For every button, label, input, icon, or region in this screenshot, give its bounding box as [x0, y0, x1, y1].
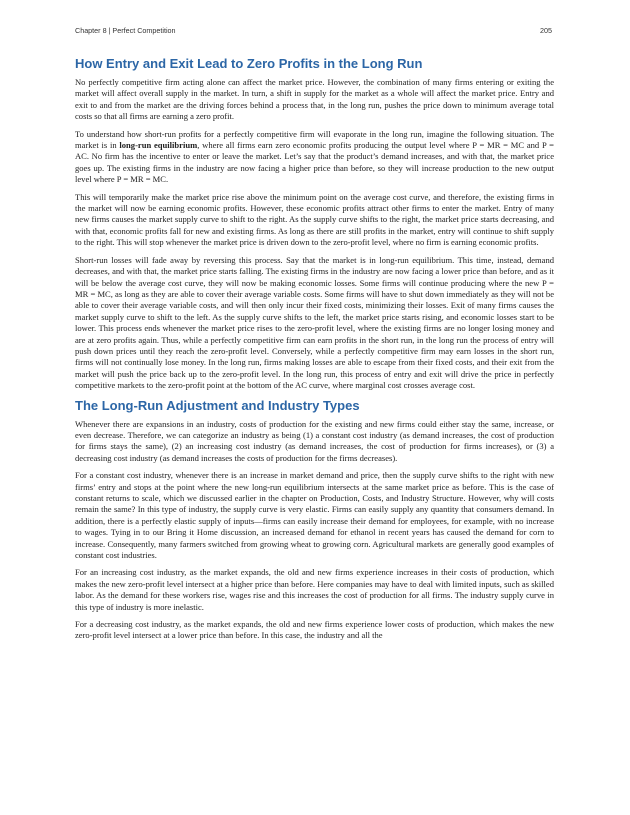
page-number: 205: [540, 26, 552, 35]
paragraph: Short-run losses will fade away by reversing this process. Say that the market is in long-run equilibrium. This time, instead, demand decreases, and with that, the market price starts falling. The existing firms in the industry are now facing a lower price than before, and as it will be below the average cost curve, they will now be making economic losses. Some firms will continue producing where the new P = MR = MC, as long as they are able to cover their average variable costs. Some firms will have to shut down immediately as they will not be able to cover their average variable costs, and will then only incur their fixed costs, minimizing their losses. Exit of many firms causes the market supply curve to shift to the left. As the supply curve shifts to the left, the market price starts rising, and economic losses start to be lower. This process ends whenever the market price rises to the zero-profit level, where the existing firms are no longer losing money and are at zero profits again. Thus, while a perfectly competitive firm can earn profits in the short run, in the long run the process of entry will push down prices until they reach the zero-profit level. Conversely, while a perfectly competitive firm may earn losses in the short run, firms will not continually lose money. In the long run, firms making losses are able to escape from their fixed costs, and their exit from the market will push the price back up to the zero-profit level. In the long run, this process of entry and exit will drive the price in perfectly competitive markets to the zero-profit point at the bottom of the AC curve, where marginal cost crosses average cost.: [75, 254, 554, 391]
paragraph: For a constant cost industry, whenever there is an increase in market demand and price, then the supply curve shifts to the right with new firms’ entry and stops at the point where the new long-run equilibrium intersects at the same market price as before. This is the case of constant returns to scale, which we discussed earlier in the chapter on Production, Costs, and Industry Structure. However, why will costs remain the same? In this type of industry, the supply curve is very elastic. Firms can easily supply any quantity that consumers demand. In addition, there is a perfectly elastic supply of inputs—firms can easily increase their demand for employees, for example, with no increase to wages. Tying in to our Bring it Home discussion, an increased demand for ethanol in recent years has caused the demand for corn to increase. Consequently, many farmers switched from growing wheat to growing corn. Agricultural markets are generally good examples of constant cost industries.: [75, 470, 554, 561]
section-heading-industry-types: The Long-Run Adjustment and Industry Types: [75, 397, 360, 413]
paragraph: For a decreasing cost industry, as the market expands, the old and new firms experience lower costs of production, which makes the new zero-profit level intersect at a lower price than before. In this case, the industry and all the: [75, 619, 554, 641]
main-content: [75, 56, 554, 648]
paragraph: Whenever there are expansions in an industry, costs of production for the existing and new firms could either stay the same, increase, or even decrease. Therefore, we can categorize an industry as being (1) a constant cost industry (as demand increases, the cost of production for firms stays the same), (2) an increasing cost industry (as demand increases, the cost of production for firms increases), or (3) a decreasing cost industry (as demand increases the costs of production for the firms decreases).: [75, 418, 554, 463]
running-header: [75, 26, 552, 38]
key-term-long-run-equilibrium: long-run equilibrium: [119, 140, 198, 151]
section-heading-entry-exit: How Entry and Exit Lead to Zero Profits in the Long Run: [75, 56, 423, 71]
paragraph: No perfectly competitive firm acting alone can affect the market price. However, the combination of many firms entering or exiting the market will affect overall supply in the market. In turn, a shift in supply for the market as a whole will affect the market price. Entry and exit to and from the market are the driving forces behind a process that, in the long run, pushes the price down to minimum average total costs so that all firms are earning a zero profit.: [75, 77, 554, 122]
paragraph-text: , where all firms earn zero economic profits producing the output level where P = MR = MC and P = AC. No firm has the incentive to enter or leave the market. Let’s say that the product’s demand increases, and with that, the market price goes up. The existing firms in the industry are now facing a higher price than before, so they will increase production to the new output level where P = MR = MC.: [75, 140, 554, 185]
paragraph: This will temporarily make the market price rise above the minimum point on the average cost curve, and therefore, the existing firms in the market will now be earning economic profits. However, these economic profits attract other firms to enter the market. Entry of many new firms causes the market supply curve to shift to the right. As the supply curve shifts to the right, the market price starts decreasing, and with that, economic profits fall for new and existing firms. As long as there are still profits in the market, entry will continue to shift supply to the right. This will stop whenever the market price is driven down to the zero-profit level, where no firm is earning economic profits.: [75, 191, 554, 248]
paragraph: [75, 129, 554, 186]
paragraph-text: To understand how short-run profits for a perfectly competitive firm will evaporate in the long run, imagine the following situation. The market is in: [75, 128, 554, 151]
chapter-title: Chapter 8 | Perfect Competition: [75, 26, 176, 35]
paragraph: For an increasing cost industry, as the market expands, the old and new firms experience increases in their costs of production, which makes the new zero-profit level intersect at a higher price than before. Here companies may have to deal with limited inputs, such as skilled labor. As the demand for these workers rise, wages rise and this increases the cost of production for all firms. The industry supply curve in this type of industry is more inelastic.: [75, 567, 554, 612]
